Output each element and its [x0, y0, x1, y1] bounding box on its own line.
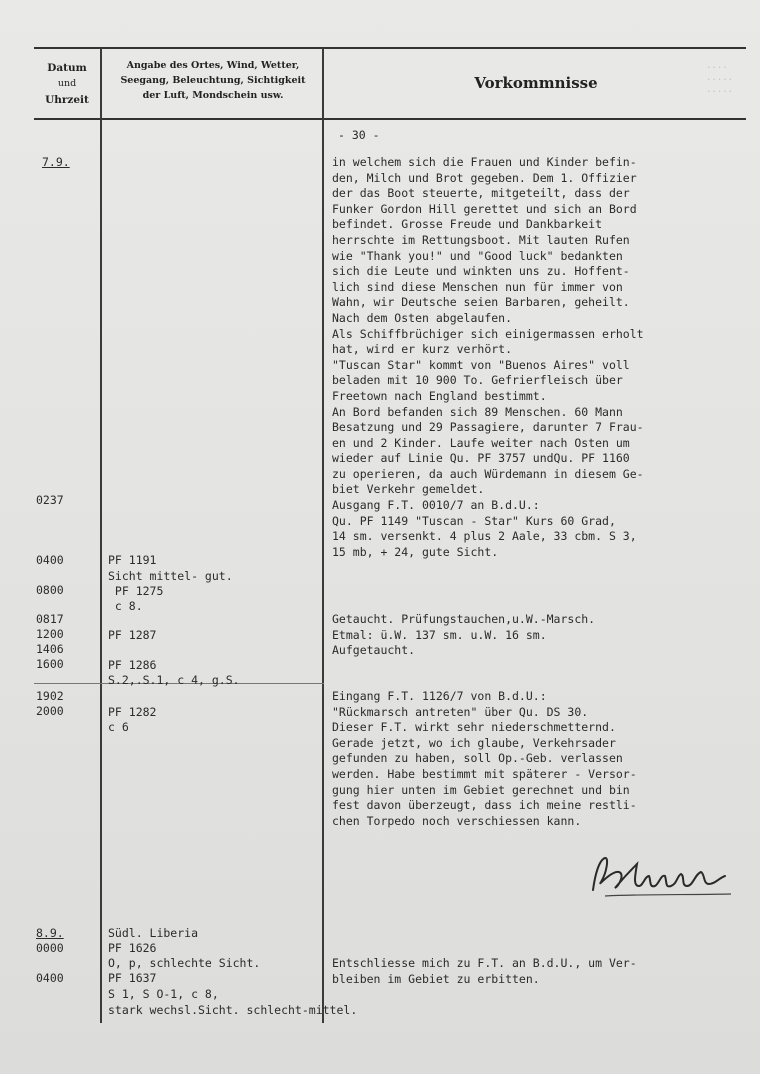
event-line: gefunden zu haben, soll Op.-Geb. verlassen: [332, 751, 623, 766]
event-line: Qu. PF 1149 "Tuscan - Star" Kurs 60 Grad,: [332, 513, 616, 528]
event-line: chen Torpedo noch verschiessen kann.: [332, 813, 582, 828]
weather-entry: c 6: [108, 720, 129, 734]
column-divider-position: [322, 48, 324, 1023]
weather-entry: S.2,.S.1, c 4, g.S.: [108, 673, 240, 687]
header-datum: [34, 60, 100, 108]
event-block: [332, 612, 595, 659]
event-line: gung hier unten im Gebiet gerechnet und bin: [332, 782, 630, 797]
event-line: lich sind diese Menschen nun für immer von: [332, 279, 623, 294]
event-block: [332, 956, 637, 987]
event-line: Aufgetaucht.: [332, 643, 416, 658]
page-number: - 30 -: [338, 128, 380, 142]
event-line: beladen mit 10 900 To. Gefrierfleisch über: [332, 373, 623, 388]
position-entry: PF 1626: [108, 941, 157, 955]
time-entry: 1406: [36, 642, 64, 656]
header-vorkommnisse: Vorkommnisse: [474, 74, 598, 92]
event-line: Gerade jetzt, wo ich glaube, Verkehrsader: [332, 735, 616, 750]
weather-entry: O, p, schlechte Sicht.: [108, 956, 261, 970]
signature: [585, 850, 735, 900]
event-line: Dieser F.T. wirkt sehr niederschmetternd.: [332, 720, 616, 735]
event-line: herrschte im Rettungsboot. Mit lauten Rufen: [332, 232, 630, 247]
time-entry: 1902: [36, 689, 64, 703]
time-entry: 2000: [36, 704, 64, 718]
event-line: Nach dem Osten abgelaufen.: [332, 310, 513, 325]
event-line: Etmal: ü.W. 137 sm. u.W. 16 sm.: [332, 627, 547, 642]
header-angabe-line2: Seegang, Beleuchtung, Sichtigkeit: [120, 75, 306, 86]
event-line: Ausgang F.T. 0010/7 an B.d.U.:: [332, 498, 540, 513]
time-entry: 0400: [36, 553, 64, 567]
weather-entry: c 8.: [108, 599, 143, 613]
event-line: fest davon überzeugt, dass ich meine restli-: [332, 798, 637, 813]
event-block: [332, 155, 644, 560]
position-entry: PF 1286: [108, 658, 157, 672]
event-line: biet Verkehr gemeldet.: [332, 482, 485, 497]
event-line: Funker Gordon Hill gerettet und sich an Bord: [332, 201, 637, 216]
event-line: befindet. Grosse Freude und Dankbarkeit: [332, 217, 603, 232]
position-entry: PF 1637: [108, 971, 157, 985]
event-line: den, Milch und Brot gegeben. Dem 1. Offizier: [332, 170, 637, 185]
event-line: hat, wird er kurz verhört.: [332, 342, 513, 357]
event-line: Getaucht. Prüfungstauchen,u.W.-Marsch.: [332, 612, 596, 626]
event-line: Besatzung und 29 Passagiere, darunter 7 Frau-: [332, 420, 644, 435]
header-datum-line2: und: [57, 78, 77, 89]
date-entry: 7.9.: [42, 155, 70, 169]
header-top-rule: [34, 47, 746, 49]
event-line: Wahn, wir Deutsche seien Barbaren, geheilt.: [332, 295, 630, 310]
event-line: 15 mb, + 24, gute Sicht.: [332, 544, 499, 559]
event-line: werden. Habe bestimmt mit späterer - Versor-: [332, 766, 637, 781]
weather-entry: Sicht mittel- gut.: [108, 569, 233, 583]
position-entry: PF 1191: [108, 553, 157, 567]
event-line: 14 sm. versenkt. 4 plus 2 Aale, 33 cbm. S 3,: [332, 529, 637, 544]
weather-entry: stark wechsl.Sicht. schlecht-mittel.: [108, 1003, 358, 1017]
time-entry: 0237: [36, 493, 64, 507]
event-line: Eingang F.T. 1126/7 von B.d.U.:: [332, 689, 547, 703]
column-divider-date: [100, 48, 102, 1023]
time-entry: 1200: [36, 627, 64, 641]
header-angabe-line3: der Luft, Mondschein usw.: [142, 90, 284, 101]
event-line: bleiben im Gebiet zu erbitten.: [332, 971, 540, 986]
event-line: sich die Leute und winkten uns zu. Hoffent-: [332, 264, 630, 279]
time-entry: 0000: [36, 941, 64, 955]
time-entry: 0400: [36, 971, 64, 985]
time-entry: 1600: [36, 657, 64, 671]
header-datum-line3: Uhrzeit: [45, 94, 89, 106]
event-line: Freetown nach England bestimmt.: [332, 388, 547, 403]
time-entry: 0817: [36, 612, 64, 626]
position-entry: Südl. Liberia: [108, 926, 199, 940]
event-line: in welchem sich die Frauen und Kinder befin-: [332, 155, 637, 169]
position-entry: PF 1275: [108, 584, 164, 598]
event-line: wieder auf Linie Qu. PF 3757 undQu. PF 1160: [332, 451, 630, 466]
event-line: "Tuscan Star" kommt von "Buenos Aires" voll: [332, 357, 630, 372]
position-entry: PF 1282: [108, 705, 157, 719]
event-line: zu operieren, da auch Würdemann in diesem Ge-: [332, 466, 644, 481]
header-angabe: [102, 58, 324, 103]
event-line: en und 2 Kinder. Laufe weiter nach Osten um: [332, 435, 630, 450]
event-line: Als Schiffbrüchiger sich einigermassen erholt: [332, 326, 644, 341]
event-line: Entschliesse mich zu F.T. an B.d.U., um Ver-: [332, 956, 637, 970]
event-block: [332, 689, 637, 829]
event-line: wie "Thank you!" und "Good luck" bedankten: [332, 248, 623, 263]
position-entry: PF 1287: [108, 628, 157, 642]
event-line: "Rückmarsch antreten" über Qu. DS 30.: [332, 704, 589, 719]
header-datum-line1: Datum: [47, 62, 87, 74]
date-entry: 8.9.: [36, 926, 64, 940]
header-angabe-line1: Angabe des Ortes, Wind, Wetter,: [126, 60, 300, 71]
header-bottom-rule: [34, 118, 746, 120]
time-entry: 0800: [36, 583, 64, 597]
bleed-through-text: .... ..... .....: [706, 61, 734, 95]
event-line: der das Boot steuerte, mitgeteilt, dass der: [332, 186, 630, 201]
event-line: An Bord befanden sich 89 Menschen. 60 Mann: [332, 404, 623, 419]
weather-entry: S 1, S O-1, c 8,: [108, 987, 219, 1001]
